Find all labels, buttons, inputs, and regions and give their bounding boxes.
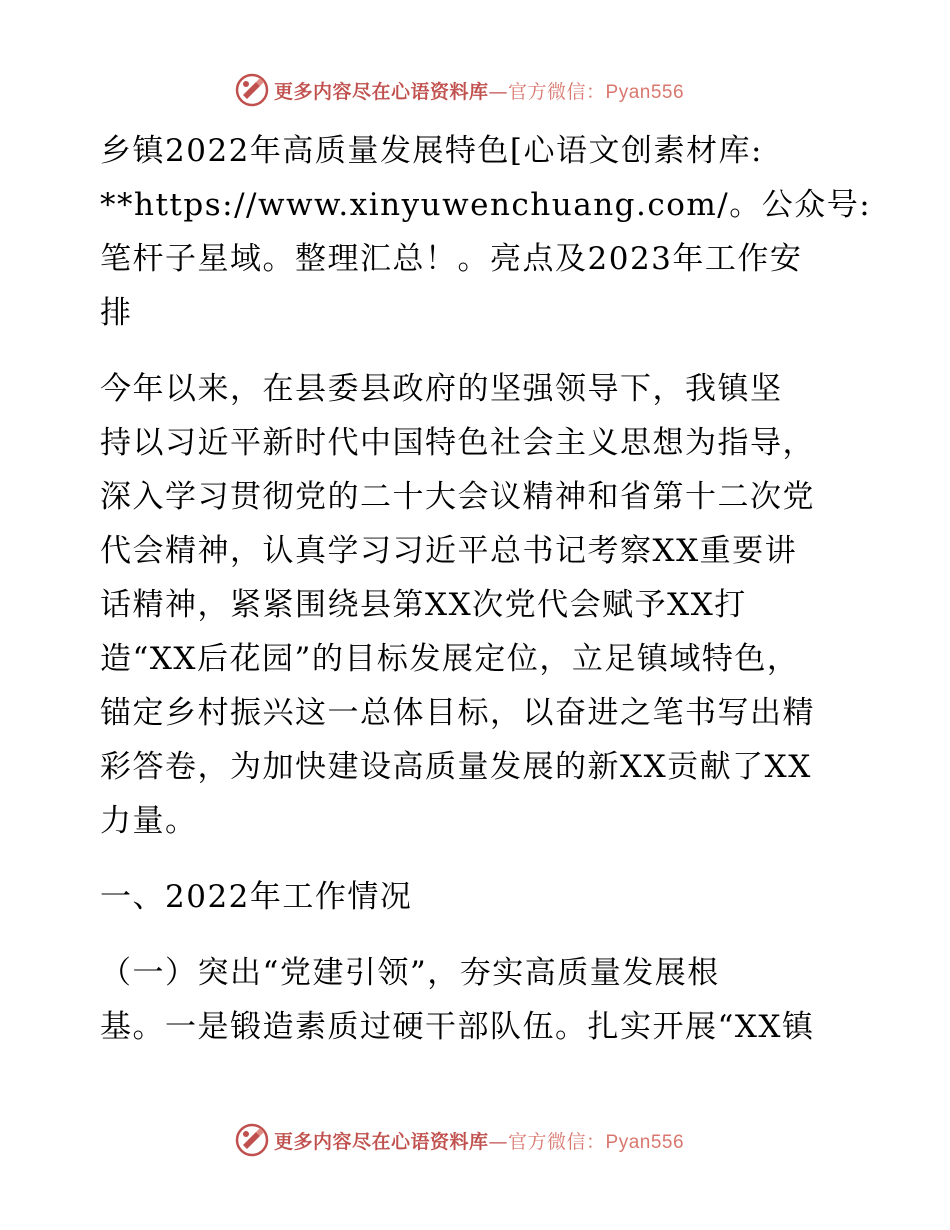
brand-logo-icon bbox=[234, 72, 270, 108]
title-line: **https://www.xinyuwenchuang.com/。公众号: bbox=[100, 187, 872, 223]
watermark-dash: — bbox=[488, 1130, 509, 1153]
paragraph-line: 锚定乡村振兴这一总体目标，以奋进之笔书写出精 bbox=[100, 695, 815, 731]
paragraph-intro bbox=[100, 362, 860, 848]
paragraph-line: 持以习近平新时代中国特色社会主义思想为指导， bbox=[100, 425, 815, 461]
paragraph-line: 话精神，紧紧围绕县第XX次党代会赋予XX打 bbox=[100, 587, 747, 623]
watermark-main-text: 更多内容尽在心语资料库 bbox=[274, 1130, 489, 1153]
watermark-contact: 官方微信：Pyan556 bbox=[508, 1131, 685, 1153]
document-title bbox=[100, 124, 872, 340]
paragraph-line: 造“XX后花园”的目标发展定位，立足镇域特色， bbox=[100, 641, 800, 677]
paragraph-line: 代会精神，认真学习习近平总书记考察XX重要讲 bbox=[100, 533, 798, 569]
watermark-dash: — bbox=[488, 80, 509, 103]
paragraph-section-1 bbox=[100, 946, 860, 1054]
paragraph-line: 基。一是锻造素质过硬干部队伍。扎实开展“XX镇 bbox=[100, 1009, 815, 1045]
paragraph-line: 今年以来，在县委县政府的坚强领导下，我镇坚 bbox=[100, 371, 783, 407]
section-heading: 一、2022年工作情况 bbox=[100, 879, 413, 915]
watermark-banner-top bbox=[234, 70, 684, 110]
watermark-main-text: 更多内容尽在心语资料库 bbox=[274, 80, 489, 103]
title-line: 乡镇2022年高质量发展特色[心语文创素材库: bbox=[100, 133, 763, 169]
paragraph-line: 力量。 bbox=[100, 803, 198, 839]
paragraph-line: （一）突出“党建引领”，夯实高质量发展根 bbox=[100, 955, 720, 991]
title-line: 排 bbox=[100, 295, 133, 331]
title-line: 笔杆子星域。整理汇总！。亮点及2023年工作安 bbox=[100, 241, 803, 277]
brand-logo-icon bbox=[234, 1122, 270, 1158]
document-body bbox=[100, 124, 872, 1054]
paragraph-line: 彩答卷，为加快建设高质量发展的新XX贡献了XX bbox=[100, 749, 812, 785]
watermark-contact: 官方微信：Pyan556 bbox=[508, 81, 685, 103]
watermark-banner-bottom bbox=[234, 1120, 684, 1160]
paragraph-line: 深入学习贯彻党的二十大会议精神和省第十二次党 bbox=[100, 479, 815, 515]
